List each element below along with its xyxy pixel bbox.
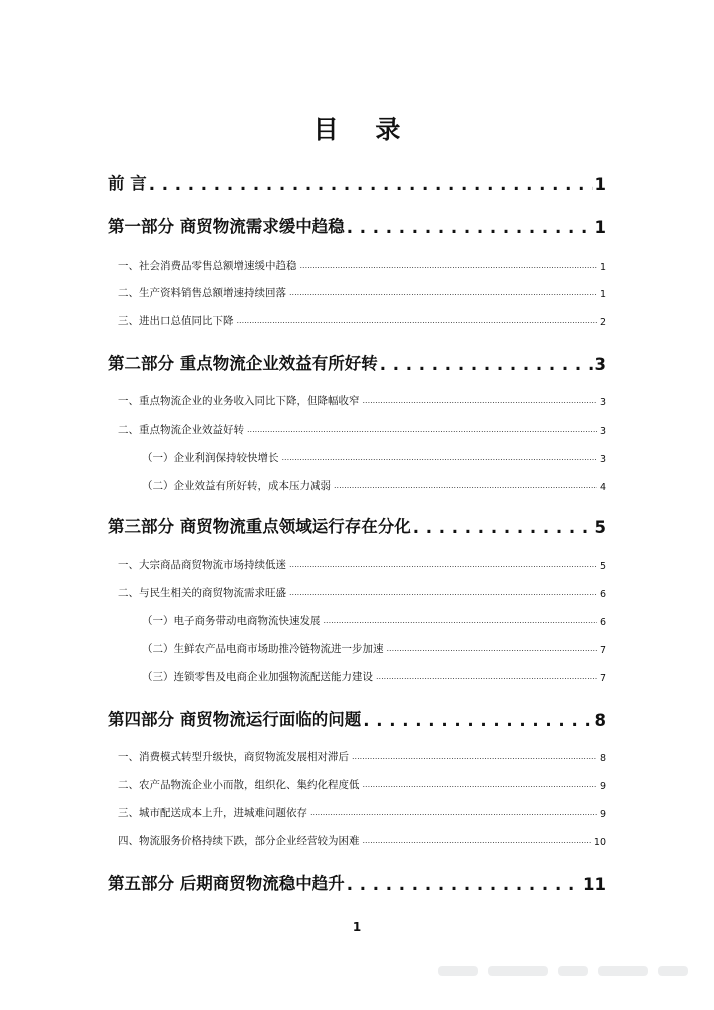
toc-entry[interactable] — [108, 513, 606, 537]
dot-leader — [247, 423, 597, 435]
dot-leader — [310, 806, 597, 818]
toc-entry-label: （二）企业效益有所好转，成本压力减弱 — [142, 480, 331, 492]
toc-entry-page: 11 — [583, 875, 606, 894]
toc-entry-label: 一、大宗商品商贸物流市场持续低迷 — [118, 559, 286, 571]
dot-leader — [376, 670, 597, 682]
toc-entry-label: （三）连锁零售及电商企业加强物流配送能力建设 — [142, 671, 373, 683]
dot-leader — [289, 286, 597, 298]
dot-leader — [380, 355, 593, 374]
dot-leader — [363, 394, 597, 406]
toc-entry[interactable] — [108, 557, 606, 572]
toc-entry-page: 9 — [599, 781, 606, 792]
toc-entry-label: 第一部分 商贸物流需求缓中趋稳 — [108, 217, 345, 236]
toc-entry[interactable] — [108, 706, 606, 730]
dot-leader — [413, 518, 593, 537]
toc-entry[interactable] — [108, 833, 606, 848]
toc-entry-page: 6 — [599, 589, 606, 600]
page-number: 1 — [352, 920, 362, 934]
watermark — [438, 966, 688, 982]
toc-entry-page: 3 — [594, 355, 606, 374]
dot-leader — [352, 750, 597, 762]
toc-entry-page: 3 — [599, 397, 606, 408]
dot-leader — [289, 558, 597, 570]
dot-leader — [387, 642, 597, 654]
toc-entry[interactable] — [108, 585, 606, 600]
toc-entry[interactable] — [108, 393, 606, 408]
toc-entry-page: 5 — [599, 561, 606, 572]
toc-entry-label: （二）生鲜农产品电商市场助推冷链物流进一步加速 — [142, 643, 384, 655]
toc-entry[interactable] — [108, 805, 606, 820]
toc-entry-label: 三、城市配送成本上升，进城难问题依存 — [118, 807, 307, 819]
toc-entry[interactable] — [108, 350, 606, 374]
toc-entry-page: 5 — [594, 518, 606, 537]
toc-entry-label: 前 言 — [108, 174, 147, 193]
toc-entry[interactable] — [108, 450, 606, 465]
toc-entry[interactable] — [108, 870, 606, 894]
dot-leader — [282, 451, 597, 463]
toc-entry-page: 1 — [599, 262, 606, 273]
toc-entry[interactable] — [108, 422, 606, 437]
toc-entry-page: 8 — [599, 753, 606, 764]
toc-entry-label: （一）电子商务带动电商物流快速发展 — [142, 615, 321, 627]
toc-entry-label: 一、消费模式转型升级快，商贸物流发展相对滞后 — [118, 751, 349, 763]
toc-entry-label: 第三部分 商贸物流重点领域运行存在分化 — [108, 517, 411, 536]
toc-entry-label: 第四部分 商贸物流运行面临的问题 — [108, 710, 362, 729]
toc-entry-page: 8 — [594, 711, 606, 730]
dot-leader — [334, 479, 597, 491]
toc-entry-label: 第五部分 后期商贸物流稳中趋升 — [108, 874, 345, 893]
toc-entry[interactable] — [108, 641, 606, 656]
toc-entry[interactable] — [108, 777, 606, 792]
toc-entry-label: （一）企业利润保持较快增长 — [142, 452, 279, 464]
toc-entry[interactable] — [108, 478, 606, 493]
toc-entry-page: 6 — [599, 617, 606, 628]
toc-entry[interactable] — [108, 258, 606, 273]
dot-leader — [300, 259, 597, 271]
toc-entry-label: 四、物流服务价格持续下跌，部分企业经营较为困难 — [118, 835, 360, 847]
toc-entry-label: 二、农产品物流企业小而散，组织化、集约化程度低 — [118, 779, 360, 791]
dot-leader — [289, 586, 597, 598]
dot-leader — [363, 834, 591, 846]
dot-leader — [149, 175, 593, 194]
toc-entry-page: 9 — [599, 809, 606, 820]
toc-entry-page: 1 — [599, 289, 606, 300]
toc-entry[interactable] — [108, 313, 606, 328]
toc-entry-label: 二、与民生相关的商贸物流需求旺盛 — [118, 587, 286, 599]
toc-entry[interactable] — [108, 170, 606, 194]
dot-leader — [237, 314, 597, 326]
toc-entry-page: 3 — [599, 426, 606, 437]
toc-entry-label: 二、生产资料销售总额增速持续回落 — [118, 287, 286, 299]
page-title: 目 录 — [313, 115, 415, 144]
toc-entry[interactable] — [108, 213, 606, 237]
toc-entry[interactable] — [108, 669, 606, 684]
toc-entry-page: 3 — [599, 454, 606, 465]
toc-entry-page: 1 — [594, 175, 606, 194]
toc-entry[interactable] — [108, 749, 606, 764]
toc-entry-page: 2 — [599, 317, 606, 328]
toc-entry-label: 一、社会消费品零售总额增速缓中趋稳 — [118, 260, 297, 272]
toc-entry[interactable] — [108, 613, 606, 628]
toc-entry-label: 第二部分 重点物流企业效益有所好转 — [108, 354, 378, 373]
dot-leader — [363, 778, 597, 790]
toc-entry-page: 10 — [593, 837, 606, 848]
toc-entry-label: 一、重点物流企业的业务收入同比下降，但降幅收窄 — [118, 395, 360, 407]
toc-entry-label: 三、进出口总值同比下降 — [118, 315, 234, 327]
dot-leader — [347, 218, 593, 237]
dot-leader — [324, 614, 597, 626]
toc-entry-page: 1 — [594, 218, 606, 237]
toc-entry-page: 4 — [599, 482, 606, 493]
toc-entry-page: 7 — [599, 673, 606, 684]
toc-entry[interactable] — [108, 285, 606, 300]
toc-entry-label: 二、重点物流企业效益好转 — [118, 424, 244, 436]
toc-entry-page: 7 — [599, 645, 606, 656]
dot-leader — [347, 875, 581, 894]
dot-leader — [363, 711, 592, 730]
